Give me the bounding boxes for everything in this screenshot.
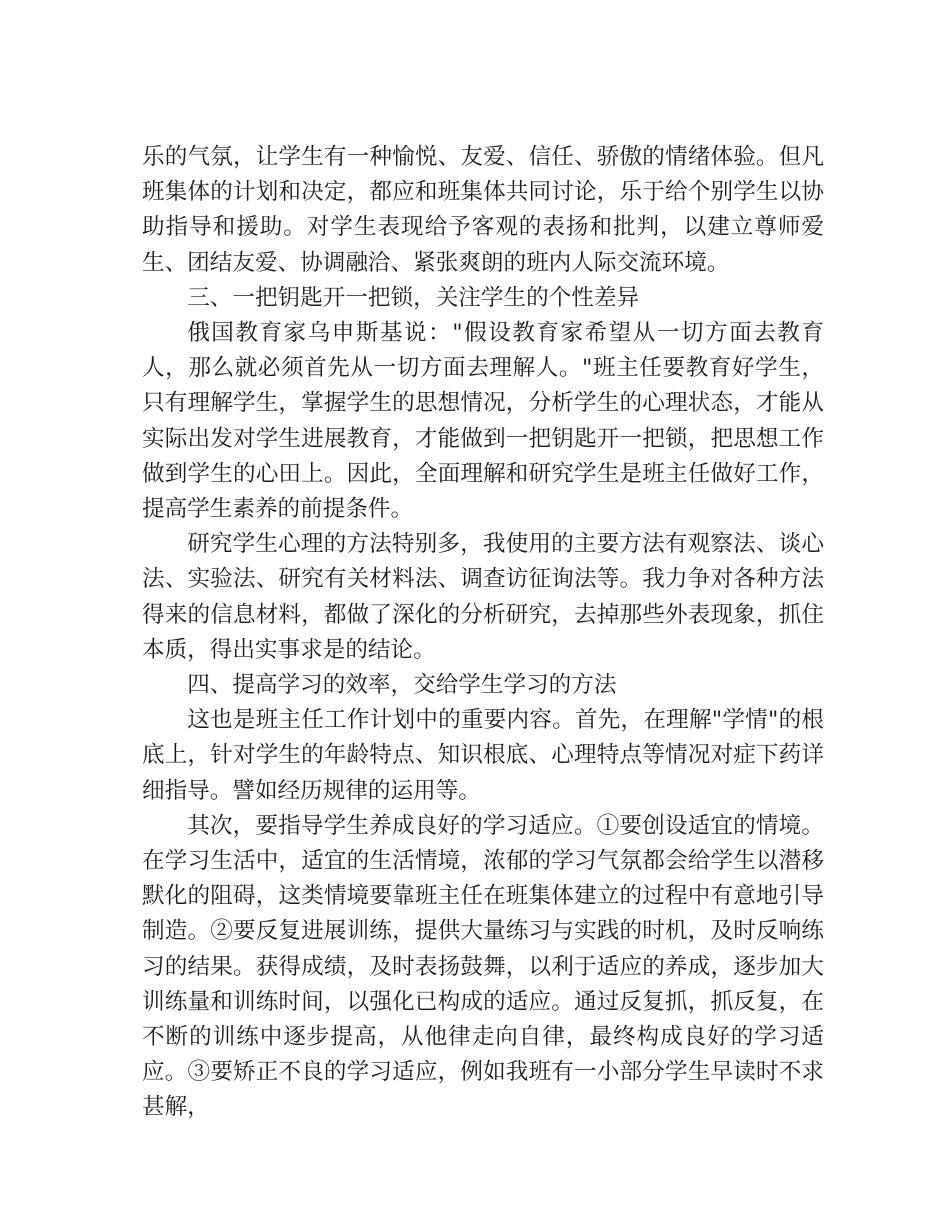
- document-body: [142, 140, 824, 1126]
- section-heading-three: 三、一把钥匙开一把锁，关注学生的个性差异: [187, 284, 640, 311]
- paragraph-study-habits: 其次，要指导学生养成良好的学习适应。①要创设适宜的情境。在学习生活中，适宜的生活情境，浓郁的学习气氛都会给学生以潜移默化的阻碍，这类情境要靠班主任在班集体建立的过程中有意地引导制造。②要反复进展训练，提供大量练习与实践的时机，及时反响练习的结果。获得成绩，及时表扬鼓舞，以利于适应的养成，逐步加大训练量和训练时间，以强化已构成的适应。通过反复抓，抓反复，在不断的训练中逐步提高，从他律走向自律，最终构成良好的学习适应。③要矫正不良的学习适应，例如我班有一小部分学生早读时不求甚解，: [142, 812, 824, 1121]
- paragraph-continued: 乐的气氛，让学生有一种愉悦、友爱、信任、骄傲的情绪体验。但凡班集体的计划和决定，都应和班集体共同讨论，乐于给个别学生以协助指导和援助。对学生表现给予客观的表扬和批判，以建立尊师爱生、团结友爱、协调融洽、紧张爽朗的班内人际交流环境。: [142, 144, 824, 276]
- paragraph-ushinsky-quote: 俄国教育家乌申斯基说："假设教育家希望从一切方面去教育人，那么就必须首先从一切方面去理解人。"班主任要教育好学生，只有理解学生，掌握学生的思想情况，分析学生的心理状态，才能从实际出发对学生进展教育，才能做到一把钥匙开一把锁，把思想工作做到学生的心田上。因此，全面理解和研究学生是班主任做好工作，提高学生素养的前提条件。: [142, 320, 824, 523]
- paragraph-study-situation: 这也是班主任工作计划中的重要内容。首先，在理解"学情"的根底上，针对学生的年龄特点、知识根底、心理特点等情况对症下药详细指导。譬如经历规律的运用等。: [142, 707, 824, 804]
- section-heading-four: 四、提高学习的效率，交给学生学习的方法: [187, 672, 617, 699]
- paragraph-research-methods: 研究学生心理的方法特别多，我使用的主要方法有观察法、谈心法、实验法、研究有关材料法、调查访征询法等。我力争对各种方法得来的信息材料，都做了深化的分析研究，去掉那些外表现象，抓住本质，得出实事求是的结论。: [142, 531, 824, 663]
